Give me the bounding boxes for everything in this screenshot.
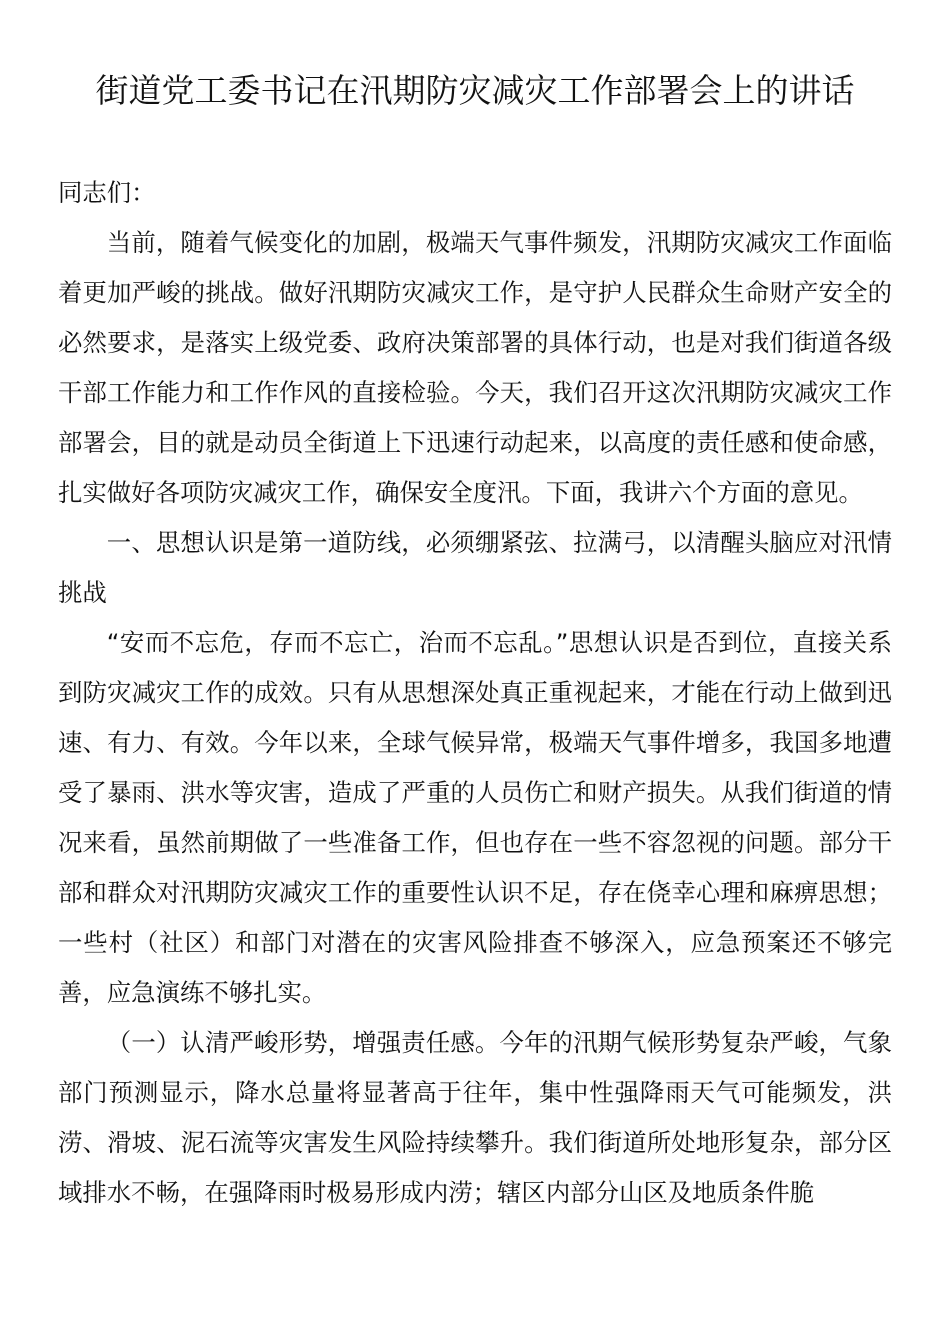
paragraph-section-1: “安而不忘危，存而不忘亡，治而不忘乱。”思想认识是否到位，直接关系到防灾减灾工作的成效。只有从思想深处真正重视起来，才能在行动上做到迅速、有力、有效。今年以来，全球气候异常，极端天气事件增多，我国多地遭受了暴雨、洪水等灾害，造成了严重的人员伤亡和财产损失。从我们街道的情况来看，虽然前期做了一些准备工作，但也存在一些不容忽视的问题。部分干部和群众对汛期防灾减灾工作的重要性认识不足，存在侥幸心理和麻痹思想；一些村（社区）和部门对潜在的灾害风险排查不够深入，应急预案还不够完善，应急演练不够扎实。 xyxy=(58,628,892,1007)
salutation: 同志们： xyxy=(58,178,156,207)
document-title: 街道党工委书记在汛期防灾减灾工作部署会上的讲话 xyxy=(95,71,855,110)
section-heading-1: 一、思想认识是第一道防线，必须绷紧弦、拉满弓，以清醒头脑应对汛情挑战 xyxy=(58,528,892,607)
document-body xyxy=(58,168,892,1218)
paragraph-intro: 当前，随着气候变化的加剧，极端天气事件频发，汛期防灾减灾工作面临着更加严峻的挑战。做好汛期防灾减灾工作，是守护人民群众生命财产安全的必然要求，是落实上级党委、政府决策部署的具体行动，也是对我们街道各级干部工作能力和工作作风的直接检验。今天，我们召开这次汛期防灾减灾工作部署会，目的就是动员全街道上下迅速行动起来，以高度的责任感和使命感，扎实做好各项防灾减灾工作，确保安全度汛。下面，我讲六个方面的意见。 xyxy=(58,228,892,507)
paragraph-subsection-1: （一）认清严峻形势，增强责任感。今年的汛期气候形势复杂严峻，气象部门预测显示，降水总量将显著高于往年，集中性强降雨天气可能频发，洪涝、滑坡、泥石流等灾害发生风险持续攀升。我们街道所处地形复杂，部分区域排水不畅，在强降雨时极易形成内涝；辖区内部分山区及地质条件脆 xyxy=(58,1028,892,1207)
